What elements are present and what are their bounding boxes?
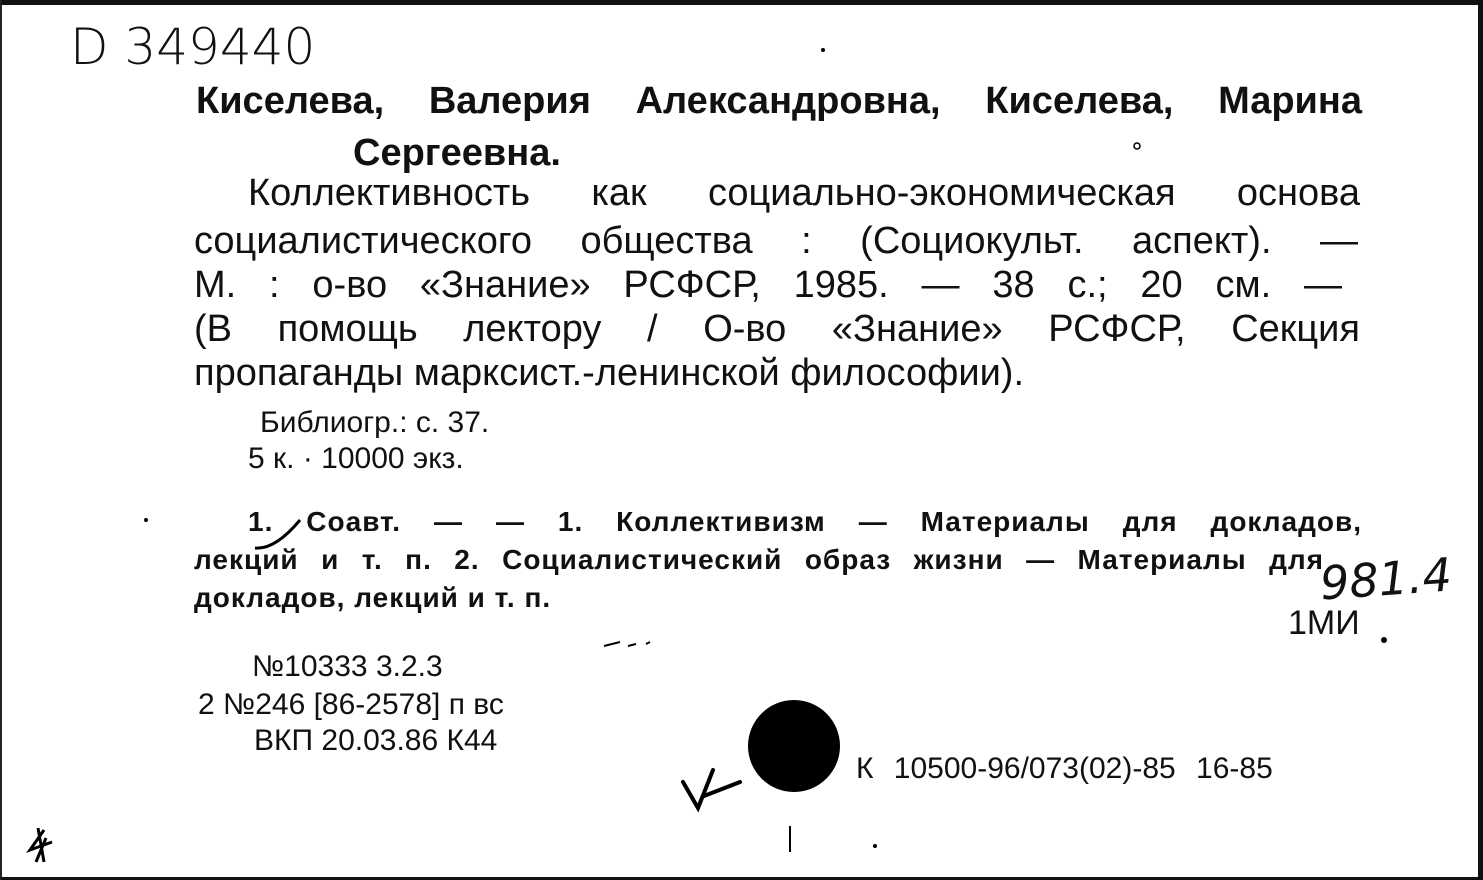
bibliography-note: Библиогр.: с. 37. bbox=[260, 406, 490, 439]
handwritten-underline-stroke bbox=[255, 520, 300, 548]
call-number: D 349440 bbox=[70, 18, 316, 76]
handwritten-check-mark bbox=[683, 770, 740, 808]
tracing-line-3: докладов, лекций и т. п. bbox=[194, 582, 552, 613]
title-line-4: (В помощь лектору / О-во «Знание» РСФСР, Секция bbox=[194, 308, 1360, 350]
stray-dot bbox=[821, 48, 825, 52]
stray-dot bbox=[144, 518, 148, 522]
author-heading-line2: Сергеевна. bbox=[353, 132, 561, 174]
tracing-line-1: 1. Соавт. — — 1. Коллективизм — Материалы для докладов, bbox=[248, 506, 1362, 537]
stray-dot bbox=[1134, 143, 1140, 149]
classification-index: 1МИ bbox=[1288, 604, 1360, 642]
print-info-line-1: №10333 3.2.3 bbox=[252, 650, 443, 683]
tracing-line-2: лекций и т. п. 2. Социалистический образ жизни — Материалы для bbox=[194, 544, 1324, 575]
punch-hole bbox=[748, 700, 840, 792]
print-info-line-3: ВКП 20.03.86 К44 bbox=[254, 724, 498, 757]
title-line-5: пропаганды марксист.-ленинской философии). bbox=[194, 352, 1025, 394]
title-line-3: М. : о-во «Знание» РСФСР, 1985. — 38 с.; 20 см. — bbox=[194, 264, 1342, 306]
title-line-1: Коллективность как социально-экономическая основа bbox=[248, 172, 1360, 214]
price-print-run: 5 к. · 10000 экз. bbox=[248, 442, 464, 475]
stray-marks bbox=[604, 642, 650, 646]
title-line-2: социалистического общества : (Социокульт. аспект). — bbox=[194, 220, 1358, 262]
print-info-line-2: 2 №246 [86-2578] п вс bbox=[198, 688, 504, 721]
author-heading-line1: Киселева, Валерия Александровна, Киселева, Марина bbox=[196, 80, 1362, 122]
handwritten-classification: 981.4 bbox=[1318, 547, 1454, 611]
stray-dot bbox=[1381, 637, 1387, 643]
stray-dot bbox=[873, 844, 877, 848]
margin-scribble bbox=[30, 828, 52, 862]
order-code: К 10500-96/073(02)-85 16-85 bbox=[856, 752, 1273, 785]
